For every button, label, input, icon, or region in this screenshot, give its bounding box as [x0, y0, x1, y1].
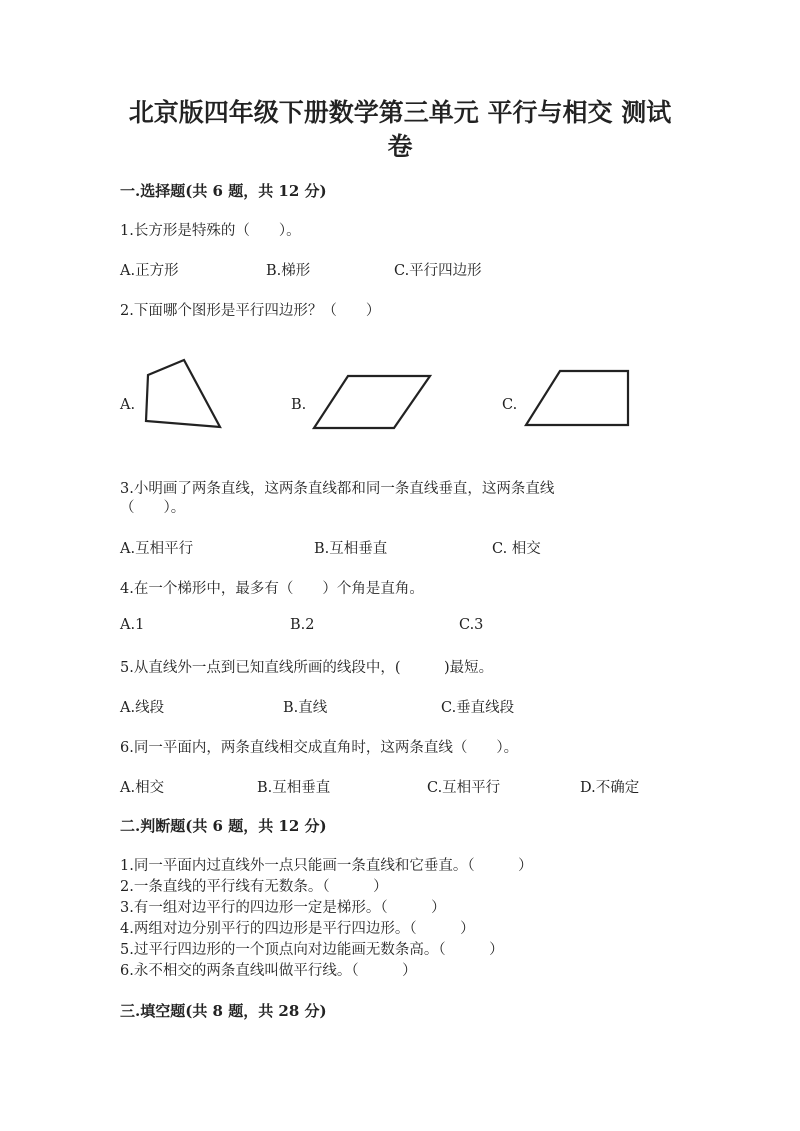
judgement-item-4: 4.两组对边分别平行的四边形是平行四边形。（ ）: [120, 921, 475, 937]
q6-option-c: C.互相平行: [427, 780, 501, 796]
q3-option-b: B.互相垂直: [314, 541, 388, 557]
section-heading-choice: 一.选择题(共 6 题，共 12 分): [120, 182, 327, 200]
q5-option-c: C.垂直线段: [441, 700, 515, 716]
judgement-item-2: 2.一条直线的平行线有无数条。（ ）: [120, 879, 388, 895]
q6-option-d: D.不确定: [580, 780, 640, 796]
judgement-item-3: 3.有一组对边平行的四边形一定是梯形。（ ）: [120, 900, 446, 916]
q5-option-b: B.直线: [283, 700, 328, 716]
judgement-item-6: 6.永不相交的两条直线叫做平行线。（ ）: [120, 963, 417, 979]
q4-option-c: C.3: [459, 617, 484, 633]
q6-option-a: A.相交: [120, 780, 165, 796]
section-heading-judgement: 二.判断题(共 6 题，共 12 分): [120, 817, 327, 835]
q4-option-b: B.2: [290, 617, 315, 633]
q4-option-a: A.1: [120, 617, 145, 633]
q3-option-a: A.互相平行: [120, 541, 194, 557]
q2-option-b: B.: [291, 397, 307, 413]
q5-option-a: A.线段: [120, 700, 165, 716]
q1-option-a: A.正方形: [120, 263, 179, 279]
q1-option-c: C.平行四边形: [394, 263, 482, 279]
q2-figure-a-quadrilateral: [140, 355, 230, 435]
question-3-blank: （ ）。: [120, 500, 186, 516]
q6-option-b: B.互相垂直: [257, 780, 331, 796]
page-title-line1: 北京版四年级下册数学第三单元 平行与相交 测试: [128, 98, 672, 127]
q3-option-c: C. 相交: [492, 541, 541, 557]
question-5: 5.从直线外一点到已知直线所画的线段中，( )最短。: [120, 660, 494, 676]
question-6: 6.同一平面内，两条直线相交成直角时，这两条直线（ ）。: [120, 740, 519, 756]
q2-figure-b-parallelogram: [310, 370, 435, 434]
page-title-line2: 卷: [387, 132, 413, 161]
section-heading-fill: 三.填空题(共 8 题，共 28 分): [120, 1002, 327, 1020]
q2-option-c: C.: [502, 397, 518, 413]
question-4: 4.在一个梯形中，最多有（ ）个角是直角。: [120, 581, 424, 597]
question-2: 2.下面哪个图形是平行四边形？（ ）: [120, 303, 381, 319]
judgement-item-5: 5.过平行四边形的一个顶点向对边能画无数条高。（ ）: [120, 942, 504, 958]
question-3: 3.小明画了两条直线，这两条直线都和同一条直线垂直，这两条直线: [120, 481, 555, 497]
q2-option-a: A.: [120, 397, 136, 413]
question-1: 1.长方形是特殊的（ ）。: [120, 223, 301, 239]
judgement-item-1: 1.同一平面内过直线外一点只能画一条直线和它垂直。（ ）: [120, 858, 533, 874]
q1-option-b: B.梯形: [266, 263, 311, 279]
q2-figure-c-trapezoid: [522, 365, 634, 431]
